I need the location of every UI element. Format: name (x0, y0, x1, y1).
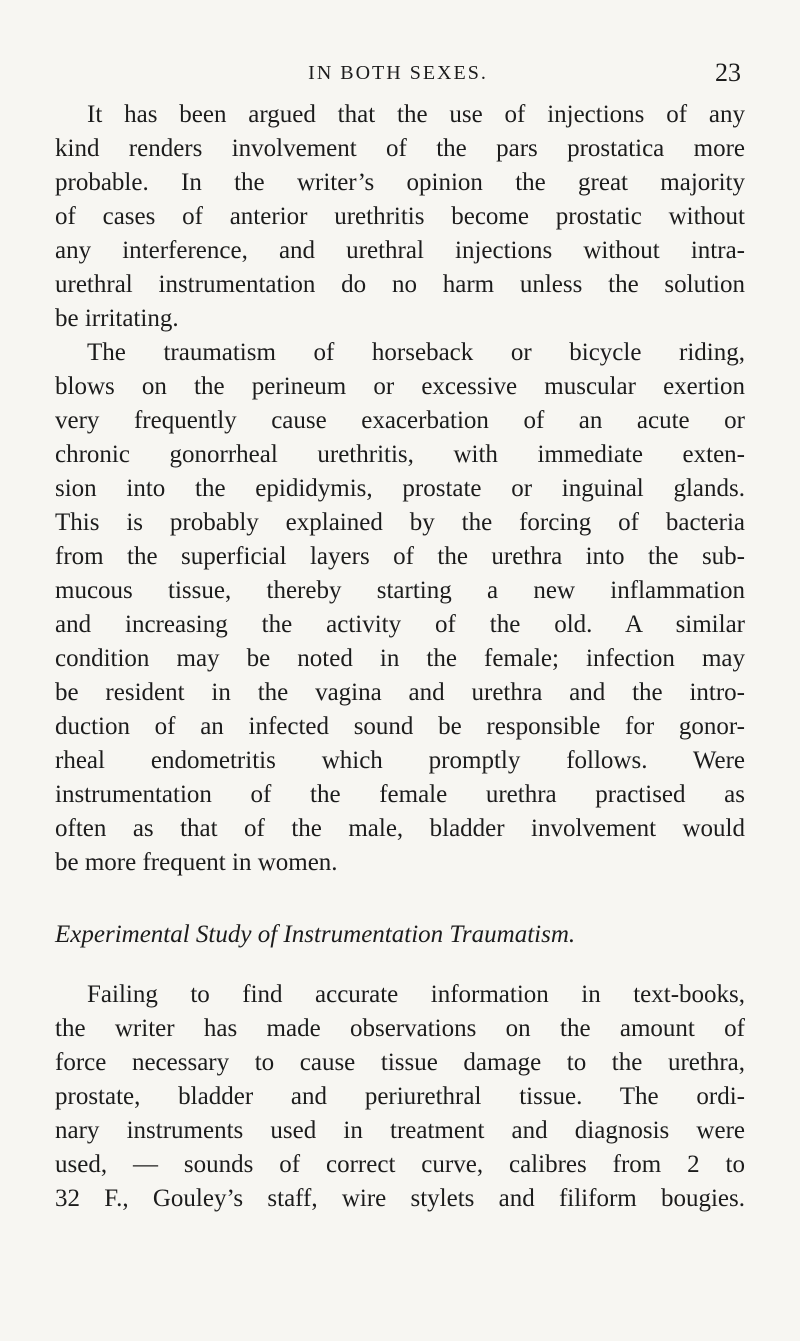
running-title: IN BOTH SEXES. (308, 62, 488, 84)
text-line: nary instruments used in treatment and diagnosis were (55, 1117, 745, 1144)
text-line: sion into the epididymis, prostate or inguinal glands. (55, 475, 745, 502)
section-heading: Experimental Study of Instrumentation Traumatism. (55, 921, 576, 948)
text-line: very frequently cause exacerbation of an acute or (55, 407, 745, 434)
text-line: rheal endometritis which promptly follows. Were (55, 747, 745, 774)
text-line: mucous tissue, thereby starting a new inflammation (55, 577, 745, 604)
text-line: used, — sounds of correct curve, calibres from 2 to (55, 1151, 745, 1178)
running-head (55, 52, 741, 92)
text-line: urethral instrumentation do no harm unless the solution (55, 271, 745, 298)
text-line: prostate, bladder and periurethral tissue. The ordi- (55, 1083, 745, 1110)
paragraph-2 (55, 336, 745, 880)
text-line: kind renders involvement of the pars prostatica more (55, 135, 745, 162)
text-line: probable. In the writer’s opinion the great majority (55, 169, 745, 196)
text-line: from the superficial layers of the urethra into the sub- (55, 543, 745, 570)
text-line: be irritating. (55, 305, 179, 332)
text-line: Failing to find accurate information in text-books, (87, 981, 745, 1008)
text-line: instrumentation of the female urethra practised as (55, 781, 745, 808)
text-line: be resident in the vagina and urethra and the intro- (55, 679, 745, 706)
text-line: This is probably explained by the forcing of bacteria (55, 509, 745, 536)
text-line: It has been argued that the use of injections of any (87, 101, 745, 128)
text-line: blows on the perineum or excessive muscular exertion (55, 373, 745, 400)
text-line: force necessary to cause tissue damage to the urethra, (55, 1049, 745, 1076)
page-number: 23 (715, 58, 741, 87)
text-line: often as that of the male, bladder involvement would (55, 815, 745, 842)
text-line: any interference, and urethral injections without intra- (55, 237, 745, 264)
text-line: be more frequent in women. (55, 849, 338, 876)
text-line: the writer has made observations on the amount of (55, 1015, 745, 1042)
text-line: and increasing the activity of the old. A similar (55, 611, 745, 638)
text-line: 32 F., Gouley’s staff, wire stylets and filiform bougies. (55, 1185, 745, 1212)
body-text (55, 98, 745, 1216)
text-line: chronic gonorrheal urethritis, with immediate exten- (55, 441, 745, 468)
text-line: The traumatism of horseback or bicycle riding, (87, 339, 745, 366)
text-line: condition may be noted in the female; infection may (55, 645, 745, 672)
paragraph-1 (55, 98, 745, 336)
paragraph-3 (55, 978, 745, 1216)
text-line: of cases of anterior urethritis become prostatic without (55, 203, 745, 230)
text-line: duction of an infected sound be responsible for gonor- (55, 713, 745, 740)
